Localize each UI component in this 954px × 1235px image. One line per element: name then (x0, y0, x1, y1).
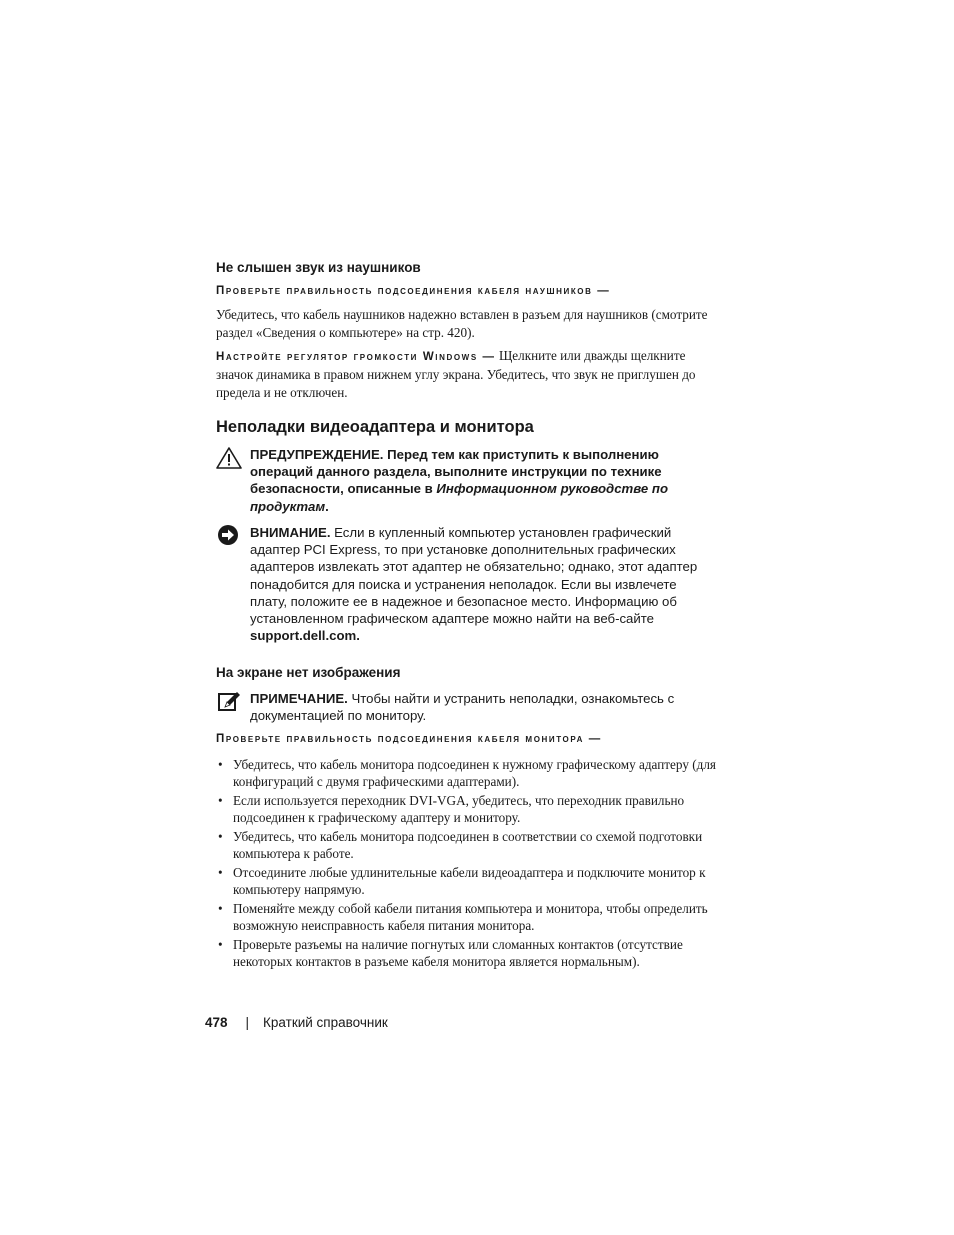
section-heading-headphones: Не слышен звук из наушников (216, 260, 421, 275)
list-item (216, 864, 716, 899)
page-footer (205, 1015, 388, 1030)
section-heading-video: Неполадки видеоадаптера и монитора (216, 418, 534, 436)
check-monitor-cable-heading: Проверьте правильность подсоединения кабеля монитора — (216, 733, 602, 745)
bullet-icon: • (218, 793, 223, 808)
warning-doc-title: Информационном руководстве по продуктам (250, 481, 669, 514)
notice-text (250, 524, 716, 644)
footer-title: Краткий справочник (263, 1015, 388, 1030)
notice-body: Если в купленный компьютер установлен графический адаптер PCI Express, то при установке дополнительных графических адаптеров извлекать этот адаптер не обязательно; однако, этот адаптер понадобится для поиска и устранения неполадок. Если вы извлечете плату, положите ее в надежное и безопасное место. Информацию об установленном графическом адаптере можно найти на веб-сайте (250, 525, 698, 627)
list-item-text: Убедитесь, что кабель монитора подсоединен к нужному графическому адаптеру (для конфигураций с двумя графическими адаптерами). (233, 757, 716, 790)
list-item (216, 756, 716, 791)
note-label: ПРИМЕЧАНИЕ. (250, 691, 348, 706)
support-link[interactable]: support.dell.com. (250, 628, 360, 644)
footer-separator: | (245, 1015, 250, 1030)
notice-label: ВНИМАНИЕ. (250, 525, 331, 540)
warning-end: . (325, 498, 329, 514)
note-text (250, 690, 716, 724)
bullet-icon: • (218, 829, 223, 844)
bullet-icon: • (218, 865, 223, 880)
bullet-list (216, 756, 716, 972)
list-item-text: Проверьте разъемы на наличие погнутых или сломанных контактов (отсутствие некоторых контактов в разъеме кабеля монитора является нормальным). (233, 937, 683, 970)
notice-arrow-icon (216, 524, 242, 548)
warning-label: ПРЕДУПРЕЖДЕНИЕ. (250, 447, 384, 462)
check-headphone-cable-text: Убедитесь, что кабель наушников надежно вставлен в разъем для наушников (смотрите раздел «Сведения о компьютере» на стр. 420). (216, 307, 708, 340)
note-pencil-icon (216, 690, 242, 714)
list-item-text: Убедитесь, что кабель монитора подсоединен в соответствии со схемой подготовки компьютера к работе. (233, 829, 703, 862)
list-item-text: Если используется переходник DVI-VGA, убедитесь, что переходник правильно подсоединен к графическому адаптеру и монитору. (233, 793, 685, 826)
volume-control-text: Щелкните или дважды щелкните значок динамика в правом нижнем углу экрана. Убедитесь, что звук не приглушен до предела и не отключен. (216, 348, 696, 400)
warning-text (250, 446, 716, 515)
note-body: Чтобы найти и устранить неполадки, ознакомьтесь с документацией по монитору. (250, 691, 675, 724)
bullet-icon: • (218, 937, 223, 952)
warning-body: Перед тем как приступить к выполнению операций данного раздела, выполните инструкции по технике безопасности, описанные в (250, 447, 662, 497)
list-item-text: Отсоедините любые удлинительные кабели видеоадаптера и подключите монитор к компьютеру напрямую. (233, 865, 706, 898)
bullet-icon: • (218, 901, 223, 916)
section-heading-no-image: На экране нет изображения (216, 665, 401, 680)
list-item (216, 828, 716, 863)
page-number: 478 (205, 1015, 228, 1030)
warning-triangle-icon (216, 446, 242, 470)
volume-paragraph (216, 347, 716, 402)
list-item (216, 900, 716, 935)
list-item (216, 936, 716, 971)
volume-control-heading: Настройте регулятор громкости Windows — (216, 351, 496, 363)
list-item-text: Поменяйте между собой кабели питания компьютера и монитора, чтобы определить возможную неисправность кабеля питания монитора. (233, 901, 708, 934)
bullet-icon: • (218, 757, 223, 772)
check-headphone-cable-heading: Проверьте правильность подсоединения кабеля наушников — (216, 285, 611, 297)
list-item (216, 792, 716, 827)
